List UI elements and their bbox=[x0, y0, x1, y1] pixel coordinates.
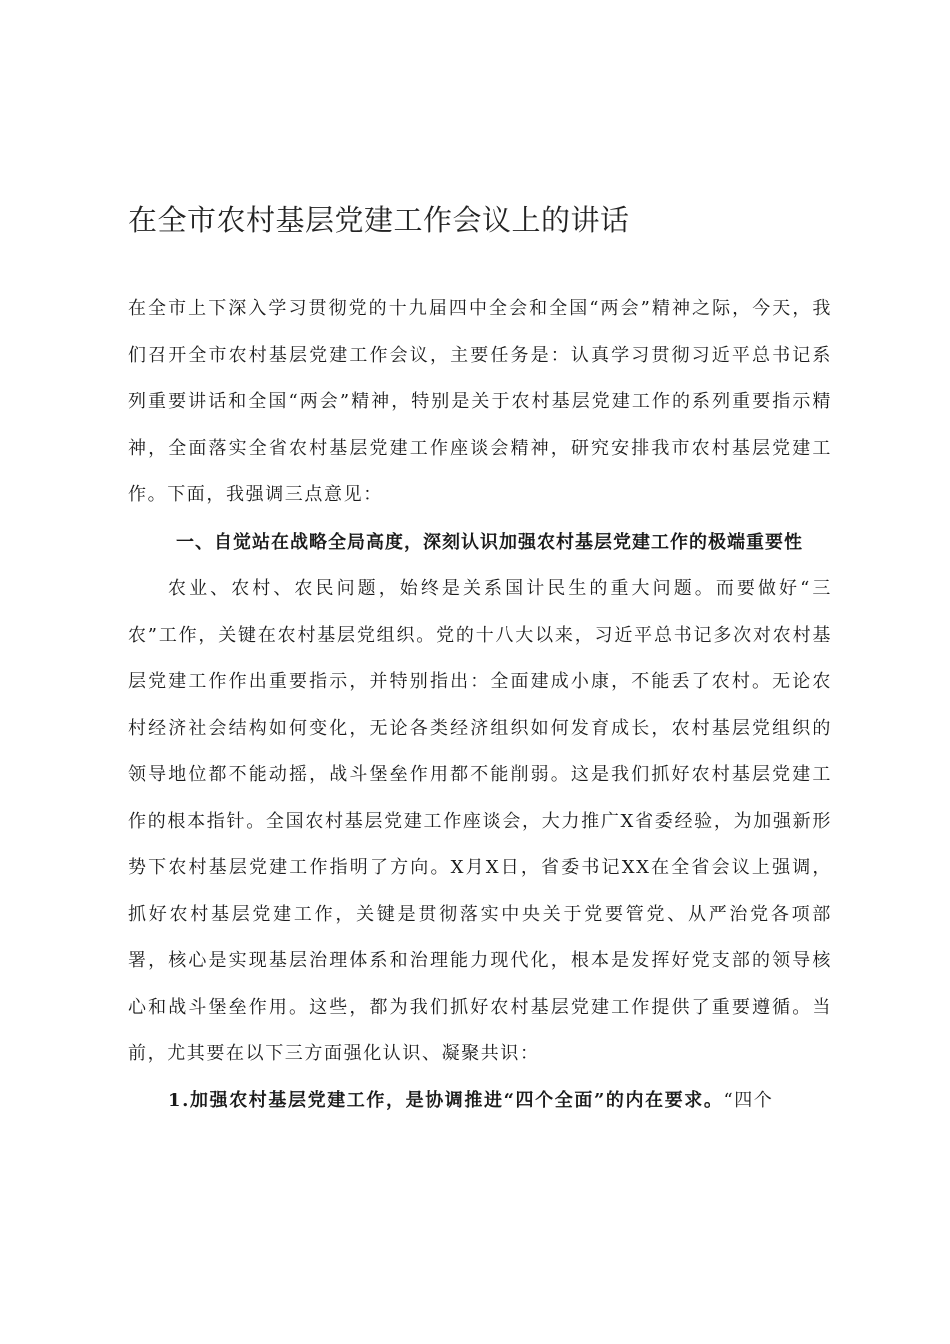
document-body bbox=[128, 286, 832, 1124]
section-1-body: 农业、农村、农民问题，始终是关系国计民生的重大问题。而要做好“三农”工作，关键在农村基层党组织。党的十八大以来，习近平总书记多次对农村基层党建工作作出重要指示，并特别指出：全面建成小康，不能丢了农村。无论农村经济社会结构如何变化，无论各类经济组织如何发育成长，农村基层党组织的领导地位都不能动摇，战斗堡垒作用都不能削弱。这是我们抓好农村基层党建工作的根本指针。全国农村基层党建工作座谈会，大力推广X省委经验，为加强新形势下农村基层党建工作指明了方向。X月X日，省委书记XX在全省会议上强调，抓好农村基层党建工作，关键是贯彻落实中央关于党要管党、从严治党各项部署，核心是实现基层治理体系和治理能力现代化，根本是发挥好党支部的领导核心和战斗堡垒作用。这些，都为我们抓好农村基层党建工作提供了重要遵循。当前，尤其要在以下三方面强化认识、凝聚共识： bbox=[128, 578, 832, 1064]
point-1-text: “四个 bbox=[723, 1089, 774, 1111]
intro-paragraph: 在全市上下深入学习贯彻党的十九届四中全会和全国“两会”精神之际，今天，我们召开全市农村基层党建工作会议，主要任务是：认真学习贯彻习近平总书记系列重要讲话和全国“两会”精神，特别是关于农村基层党建工作的系列重要指示精神，全面落实全省农村基层党建工作座谈会精神，研究安排我市农村基层党建工作。下面，我强调三点意见： bbox=[128, 298, 832, 505]
point-1-lead: 1.加强农村基层党建工作，是协调推进“四个全面”的内在要求。 bbox=[168, 1089, 724, 1111]
document-title: 在全市农村基层党建工作会议上的讲话 bbox=[128, 203, 630, 237]
point-1-paragraph bbox=[128, 1078, 832, 1125]
section-1-heading: 一、自觉站在战略全局高度，深刻认识加强农村基层党建工作的极端重要性 bbox=[176, 531, 803, 553]
